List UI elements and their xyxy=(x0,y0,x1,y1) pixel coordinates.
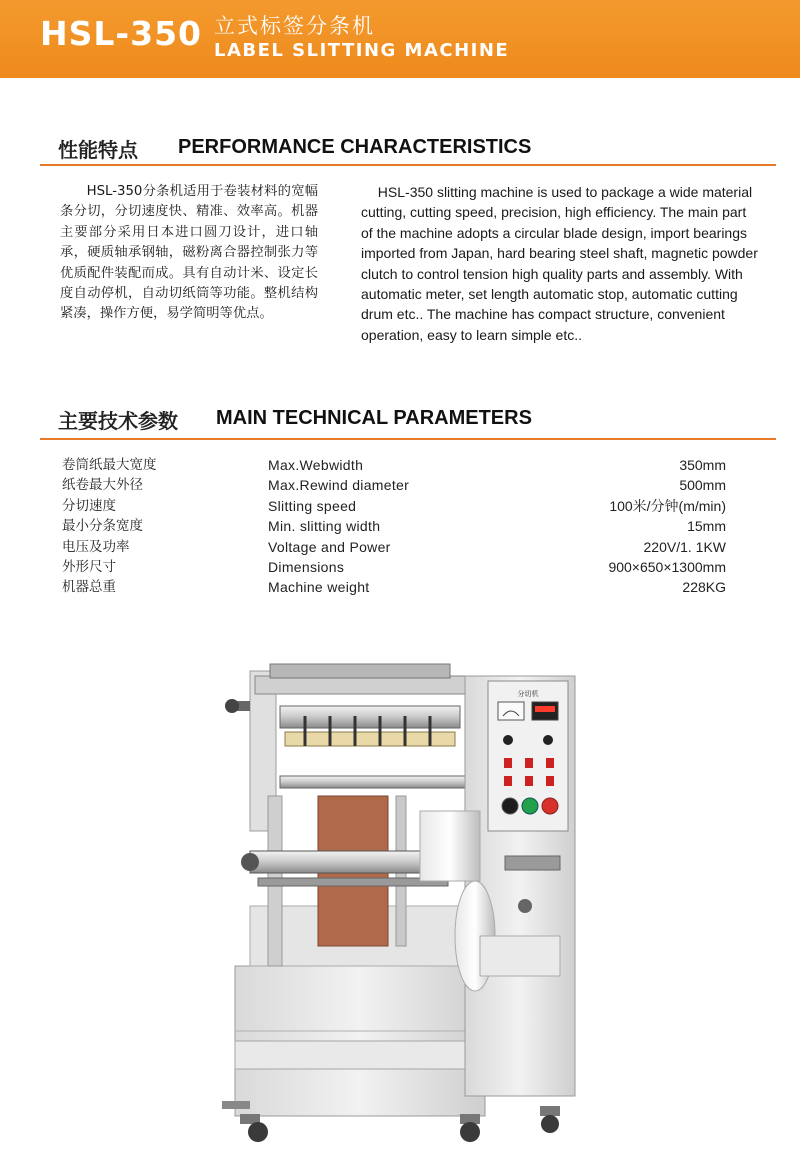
param-label-cn: 纸卷最大外径 xyxy=(62,477,143,494)
param-value: 500mm xyxy=(679,477,726,494)
param-row xyxy=(62,516,726,536)
parameters-divider xyxy=(40,438,776,440)
panel-label: 分切机 xyxy=(517,690,539,698)
param-label-cn: 机器总重 xyxy=(62,579,116,596)
param-value: 15mm xyxy=(687,518,726,535)
param-value: 100米/分钟(m/min) xyxy=(609,497,726,514)
param-label-en: Min. slitting width xyxy=(268,518,381,535)
title-english: LABEL SLITTING MACHINE xyxy=(214,40,510,61)
param-label-en: Machine weight xyxy=(268,579,370,596)
param-value: 900×650×1300mm xyxy=(608,558,726,575)
parameters-heading-cn: 主要技术参数 xyxy=(58,409,178,433)
parameters-table xyxy=(62,455,726,598)
performance-text-cn: HSL-350分条机适用于卷装材料的宽幅条分切，分切速度快、精准、效率高。机器主要部分采用日本进口圆刀设计，进口轴承，硬质轴承钢轴，磁粉离合器控制张力等优质配件装配而成。具有自动计米、设定长度自动停机，自动切纸筒等功能。整机结构紧凑，操作方便，易学简明等优点。 xyxy=(60,184,318,322)
param-label-en: Dimensions xyxy=(268,558,345,575)
performance-text-en: HSL-350 slitting machine is used to package a wide material cutting, cutting speed, precision, high efficiency. The main part of the machine adopts a circular blade design, import bearings imported from Japan, hard bearing steel shaft, magnetic powder clutch to control tension high quality parts and assembly. With automatic meter, set length automatic stop, automatic cutting drum etc.. The machine has compact structure, convenient operation, easy to learn simple etc.. xyxy=(361,184,758,343)
title-chinese: 立式标签分条机 xyxy=(214,14,375,38)
param-label-en: Max.Webwidth xyxy=(268,457,364,473)
param-row xyxy=(62,537,726,557)
param-row xyxy=(62,577,726,597)
param-row xyxy=(62,455,726,475)
param-label-cn: 电压及功率 xyxy=(62,538,130,555)
performance-heading-en: PERFORMANCE CHARACTERISTICS xyxy=(178,136,532,158)
param-label-en: Max.Rewind diameter xyxy=(268,477,410,494)
param-label-en: Voltage and Power xyxy=(268,538,391,555)
param-label-en: Slitting speed xyxy=(268,497,357,514)
param-value: 228KG xyxy=(682,579,726,596)
param-label-cn: 卷筒纸最大宽度 xyxy=(62,457,157,473)
param-row xyxy=(62,557,726,577)
param-value: 220V/1. 1KW xyxy=(643,538,726,555)
model-number: HSL-350 xyxy=(40,14,202,53)
performance-divider xyxy=(40,164,776,166)
header-banner xyxy=(0,0,800,78)
performance-heading-cn: 性能特点 xyxy=(58,138,138,162)
param-label-cn: 最小分条宽度 xyxy=(62,518,143,535)
param-row xyxy=(62,496,726,516)
param-value: 350mm xyxy=(679,457,726,473)
param-label-cn: 分切速度 xyxy=(62,497,116,514)
machine-photo xyxy=(210,636,600,1156)
param-row xyxy=(62,475,726,495)
param-label-cn: 外形尺寸 xyxy=(62,558,116,575)
machine-illustration xyxy=(210,636,600,1156)
parameters-heading-en: MAIN TECHNICAL PARAMETERS xyxy=(216,407,532,429)
